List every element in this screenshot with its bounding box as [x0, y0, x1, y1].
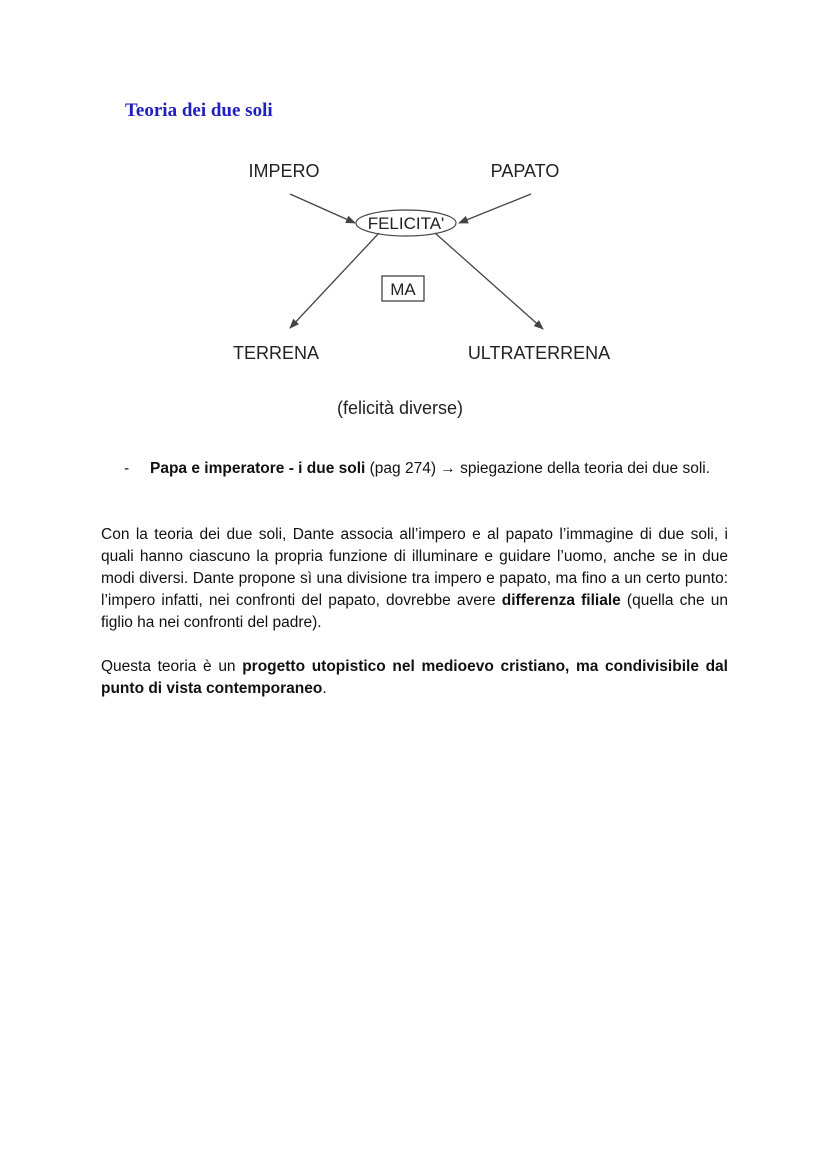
- page-title: Teoria dei due soli: [125, 100, 273, 121]
- arrow-felicita-to-terrena: [290, 233, 379, 328]
- bullet-bold-text: Papa e imperatore - i due soli: [150, 460, 366, 477]
- label-ultraterrena: ULTRATERRENA: [467, 343, 611, 363]
- label-papato: PAPATO: [490, 161, 560, 181]
- paragraph-bold-text: progetto utopistico nel medioevo cristiano, ma condivisibile dal punto di vista contemporaneo: [101, 658, 728, 697]
- label-ma: MA: [390, 280, 416, 299]
- paragraph-text: Con la teoria dei due soli, Dante associa all’impero e al papato l’immagine di due soli, i quali hanno ciascuno la propria funzione di illuminare e guidare l’uomo, anche se in due modi diversi. Dante propone sì una divisione tra impero e papato, ma fino a un certo punto: l’impero infatti, nei confronti del papato, dovrebbe avere: [101, 526, 728, 609]
- arrow-impero-to-felicita: [290, 194, 355, 223]
- paragraph-two-suns: [101, 524, 728, 634]
- paragraph-bold-text: differenza filiale: [501, 592, 621, 609]
- label-felicita: FELICITA': [367, 214, 445, 233]
- paragraph-utopian-project: [101, 656, 728, 700]
- paragraph-tail: (quella che un figlio ha nei confronti del padre).: [101, 592, 728, 631]
- paragraph-text: Questa teoria è un: [101, 658, 243, 675]
- label-impero: IMPERO: [248, 161, 320, 181]
- paragraph-tail: .: [322, 680, 327, 697]
- two-suns-diagram: [0, 0, 828, 430]
- arrow-papato-to-felicita: [459, 194, 531, 223]
- list-item: [120, 458, 730, 480]
- bullet-text: (pag 274) → spiegazione della teoria dei due soli.: [365, 460, 711, 477]
- bullet-dash: -: [124, 460, 130, 477]
- diagram-caption: (felicità diverse): [336, 398, 464, 418]
- label-terrena: TERRENA: [232, 343, 320, 363]
- arrow-felicita-to-ultraterrena: [435, 233, 543, 329]
- bullet-list: [120, 458, 730, 480]
